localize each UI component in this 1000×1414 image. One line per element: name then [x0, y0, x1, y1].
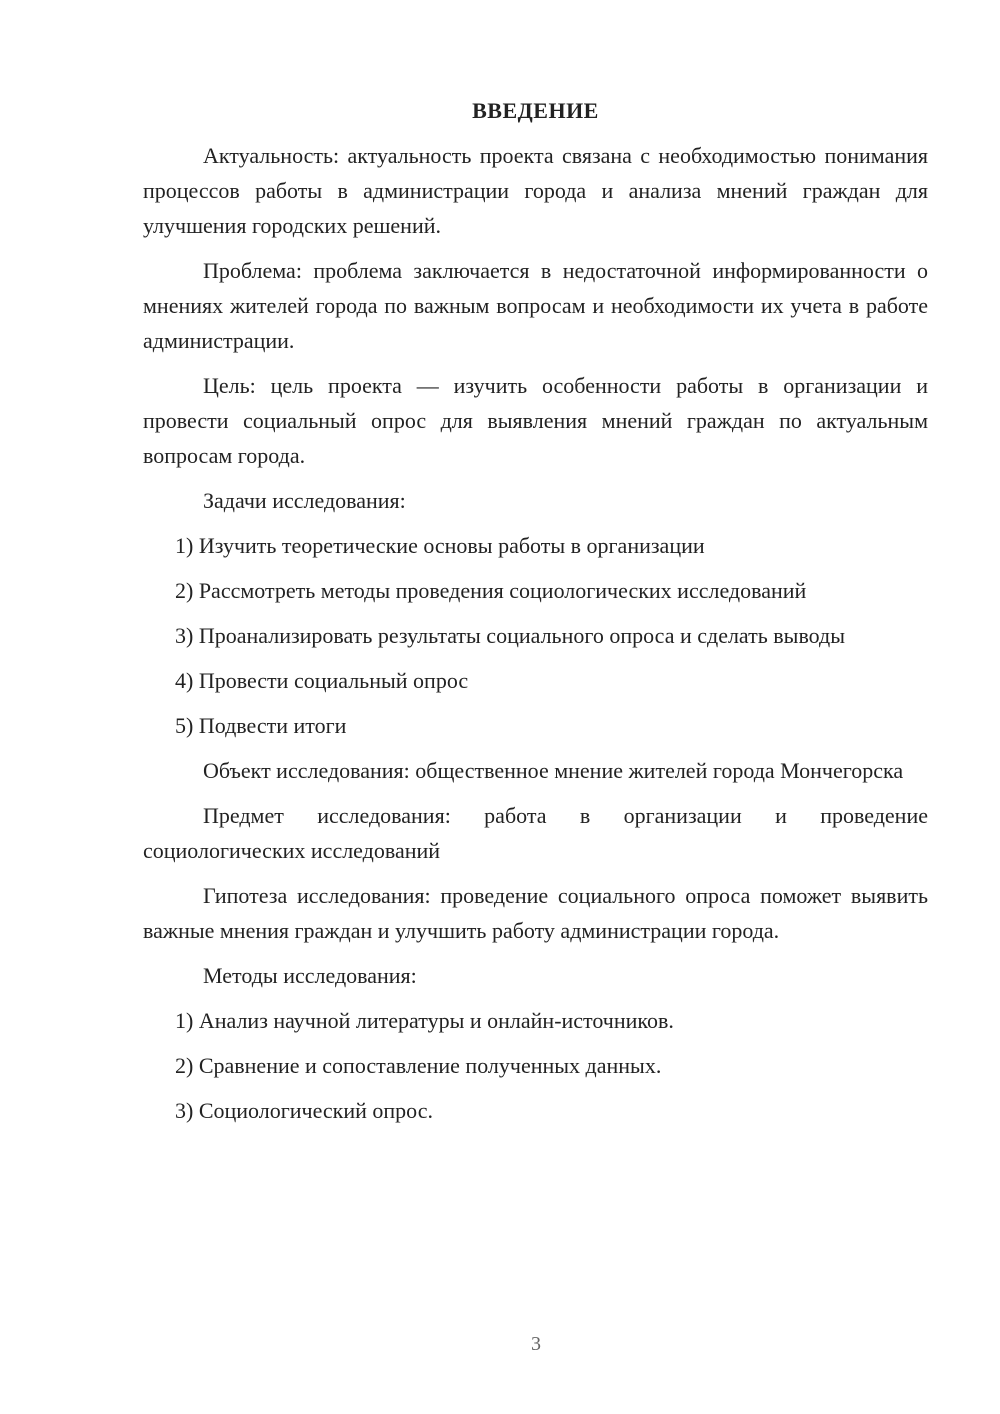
task-item: 4) Провести социальный опрос [175, 668, 469, 693]
subject-paragraph: Предмет исследования: работа в организации и проведение социологических исследований [143, 803, 928, 863]
method-item: 3) Социологический опрос. [175, 1098, 433, 1123]
task-item: 5) Подвести итоги [175, 713, 347, 738]
method-item: 2) Сравнение и сопоставление полученных данных. [175, 1053, 662, 1078]
goal-paragraph: Цель: цель проекта — изучить особенности работы в организации и провести социальный опрос для выявления мнений граждан по актуальным вопросам города. [143, 373, 928, 468]
page-content [143, 93, 928, 1138]
task-item: 1) Изучить теоретические основы работы в организации [175, 533, 705, 558]
task-item: 2) Рассмотреть методы проведения социологических исследований [175, 578, 807, 603]
tasks-title: Задачи исследования: [203, 488, 406, 513]
method-item: 1) Анализ научной литературы и онлайн-источников. [175, 1008, 674, 1033]
problem-paragraph: Проблема: проблема заключается в недостаточной информированности о мнениях жителей города по важным вопросам и необходимости их учета в работе администрации. [143, 258, 928, 353]
section-heading: ВВЕДЕНИЕ [472, 98, 599, 123]
hypothesis-paragraph: Гипотеза исследования: проведение социального опроса поможет выявить важные мнения граждан и улучшить работу администрации города. [143, 883, 928, 943]
relevance-paragraph: Актуальность: актуальность проекта связана с необходимостью понимания процессов работы в администрации города и анализа мнений граждан для улучшения городских решений. [143, 143, 928, 238]
page-number: 3 [531, 1333, 541, 1355]
object-paragraph: Объект исследования: общественное мнение жителей города Мончегорска [203, 758, 904, 783]
methods-title: Методы исследования: [203, 963, 417, 988]
task-item: 3) Проанализировать результаты социального опроса и сделать выводы [175, 623, 846, 648]
